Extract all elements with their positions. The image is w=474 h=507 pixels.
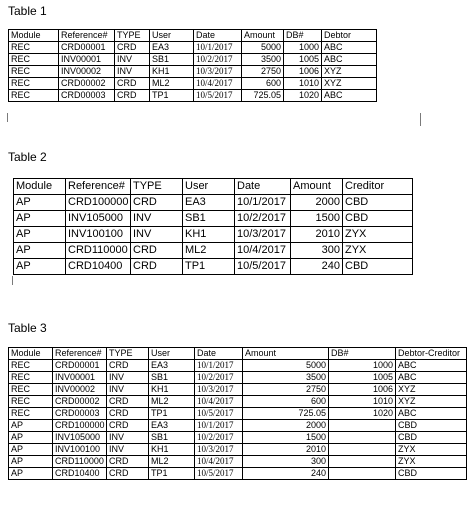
table1-cell: CRD00002 [59,78,115,90]
table1-header-cell: Debtor [322,30,377,42]
table3-row [9,408,467,420]
table3-cell: 1005 [329,372,396,384]
table2-row [14,211,413,227]
table3-cell: 3500 [243,372,329,384]
table3-cell: 1010 [329,396,396,408]
table3-cell: 2750 [243,384,329,396]
table2-cell: 1500 [291,211,343,227]
table3-cell: AP [9,432,53,444]
table3-cell: 10/5/2017 [195,468,243,480]
table2-cell: AP [14,227,66,243]
table3-cell: CRD [107,408,149,420]
table2-cell: CBD [343,211,413,227]
table3-cell: 5000 [243,360,329,372]
table3-cell: XYZ [396,384,467,396]
table3-cell: 725.05 [243,408,329,420]
table2-cell: 2010 [291,227,343,243]
table2-row [14,195,413,211]
table3-cell [329,420,396,432]
table2-row-marker-left [12,276,13,285]
table3-cell [329,444,396,456]
table1-cell: 3500 [242,54,284,66]
table1-cell: ABC [322,54,377,66]
table1-cell: 1010 [284,78,322,90]
table1-cell: 1005 [284,54,322,66]
table1-row [9,54,377,66]
table1-row-marker-right [420,113,421,126]
table3-cell: AP [9,444,53,456]
table3-cell: ABC [396,372,467,384]
table2-cell: 240 [291,259,343,275]
table2-header-cell: Module [14,179,66,195]
table1-header-cell: Reference# [59,30,115,42]
table3-header-cell: DB# [329,348,396,360]
table3-cell: INV [107,432,149,444]
table3-cell: KH1 [149,444,195,456]
table3-cell: 10/2/2017 [195,432,243,444]
table1-header-cell: Date [194,30,242,42]
table3-cell: CRD [107,360,149,372]
table3-cell: CRD10400 [53,468,107,480]
table1-title: Table 1 [8,4,47,18]
table2-cell: AP [14,243,66,259]
table1-cell: EA3 [150,42,194,54]
table3-cell: KH1 [149,384,195,396]
table3-cell: AP [9,456,53,468]
table1-header-cell: User [150,30,194,42]
table3-cell: 1000 [329,360,396,372]
table3-row [9,372,467,384]
table3-cell: CRD100000 [53,420,107,432]
table1-row [9,66,377,78]
table1-cell: SB1 [150,54,194,66]
table3-row [9,420,467,432]
table1-cell: 10/4/2017 [194,78,242,90]
table2-cell: CRD110000 [66,243,131,259]
table1-cell: 1020 [284,90,322,102]
table1-cell: REC [9,54,59,66]
table3-cell: CRD00003 [53,408,107,420]
table1-cell: ML2 [150,78,194,90]
table2-cell: 10/5/2017 [235,259,291,275]
table1-cell: 1000 [284,42,322,54]
table2-cell: INV [131,211,183,227]
table3-cell: 10/3/2017 [195,384,243,396]
table2-cell: INV100100 [66,227,131,243]
table2-header-cell: User [183,179,235,195]
table3-header-cell: Module [9,348,53,360]
table2-title: Table 2 [8,150,47,164]
table1-row-marker-left [7,113,8,122]
table3-header-cell: Reference# [53,348,107,360]
table1-row [9,90,377,102]
table1-cell: INV [115,66,150,78]
table3-cell: SB1 [149,372,195,384]
table3-cell: 10/3/2017 [195,444,243,456]
table1-cell: 10/1/2017 [194,42,242,54]
table3-row [9,384,467,396]
table1-cell: CRD [115,78,150,90]
table3-cell: 300 [243,456,329,468]
table3-cell [329,432,396,444]
table3-row [9,396,467,408]
table3-cell: REC [9,372,53,384]
table3-cell: REC [9,396,53,408]
table3-cell: 2000 [243,420,329,432]
table1-cell: INV00001 [59,54,115,66]
table1-cell: REC [9,78,59,90]
table3-cell: REC [9,408,53,420]
table3-cell: AP [9,468,53,480]
table1-cell: TP1 [150,90,194,102]
table3-cell: 10/1/2017 [195,420,243,432]
table3-cell: TP1 [149,408,195,420]
table2-cell: CRD [131,259,183,275]
table3-header-cell: Debtor-Creditor [396,348,467,360]
table2-cell: CRD100000 [66,195,131,211]
table1-cell: 5000 [242,42,284,54]
table2-cell: CBD [343,259,413,275]
table1-cell: 10/2/2017 [194,54,242,66]
table3-cell: TP1 [149,468,195,480]
table3-title: Table 3 [8,321,47,335]
table3-cell: 10/5/2017 [195,408,243,420]
table3-cell: 240 [243,468,329,480]
table1-cell: XYZ [322,78,377,90]
table2-cell: CRD [131,243,183,259]
table3-cell: CBD [396,432,467,444]
table3 [8,347,467,480]
table2-cell: INV [131,227,183,243]
table3-cell: 2010 [243,444,329,456]
table1-cell: 10/3/2017 [194,66,242,78]
table3-cell: CBD [396,420,467,432]
table2-cell: KH1 [183,227,235,243]
table3-cell: 1020 [329,408,396,420]
table3-cell: INV00002 [53,384,107,396]
table3-cell: 10/2/2017 [195,372,243,384]
table2-cell: 2000 [291,195,343,211]
table3-cell: CRD110000 [53,456,107,468]
table1-cell: CRD [115,90,150,102]
table3-header-cell: User [149,348,195,360]
table3-cell: REC [9,384,53,396]
table2-cell: 10/1/2017 [235,195,291,211]
table3-cell: 10/4/2017 [195,456,243,468]
table3-header-cell: Date [195,348,243,360]
table3-cell: CRD [107,468,149,480]
table2-cell: 10/3/2017 [235,227,291,243]
table3-cell: ABC [396,408,467,420]
table3-row [9,456,467,468]
table2-row [14,259,413,275]
table2 [13,178,413,275]
table1-cell: 725.05 [242,90,284,102]
table1-cell: 10/5/2017 [194,90,242,102]
table1-cell: 2750 [242,66,284,78]
table3-cell: 600 [243,396,329,408]
table2-cell: ML2 [183,243,235,259]
table3-cell: AP [9,420,53,432]
table2-cell: 10/4/2017 [235,243,291,259]
table1-cell: KH1 [150,66,194,78]
table2-cell: INV105000 [66,211,131,227]
table3-cell: CRD00001 [53,360,107,372]
table2-header-cell: Reference# [66,179,131,195]
table1-header-cell: DB# [284,30,322,42]
table3-row [9,432,467,444]
table2-header-cell: Date [235,179,291,195]
table1-header-cell: Module [9,30,59,42]
table1 [8,29,377,102]
table3-cell: CRD00002 [53,396,107,408]
table3-cell: INV105000 [53,432,107,444]
table1-cell: XYZ [322,66,377,78]
table3-cell: ML2 [149,456,195,468]
table3-cell: REC [9,360,53,372]
table2-header-row [14,179,413,195]
table3-cell: 10/4/2017 [195,396,243,408]
table2-row [14,243,413,259]
table1-cell: 1006 [284,66,322,78]
table3-cell: CRD [107,420,149,432]
table1-cell: ABC [322,42,377,54]
table3-cell: 10/1/2017 [195,360,243,372]
table3-header-cell: TYPE [107,348,149,360]
table1-row [9,78,377,90]
table3-cell: INV [107,444,149,456]
table2-cell: CRD [131,195,183,211]
table1-row [9,42,377,54]
table2-header-cell: Creditor [343,179,413,195]
table2-cell: 10/2/2017 [235,211,291,227]
table1-cell: INV [115,54,150,66]
table3-cell: EA3 [149,420,195,432]
table3-cell: INV00001 [53,372,107,384]
table3-cell: ZYX [396,444,467,456]
table1-cell: CRD00003 [59,90,115,102]
table3-row [9,468,467,480]
table1-cell: REC [9,42,59,54]
table1-cell: ABC [322,90,377,102]
table3-row [9,360,467,372]
table2-cell: ZYX [343,227,413,243]
table2-cell: CBD [343,195,413,211]
table2-row [14,227,413,243]
table3-cell: XYZ [396,396,467,408]
table2-cell: SB1 [183,211,235,227]
table2-cell: EA3 [183,195,235,211]
table3-header-row [9,348,467,360]
table3-cell: INV [107,372,149,384]
table3-cell [329,456,396,468]
table1-cell: REC [9,90,59,102]
table2-cell: 300 [291,243,343,259]
table3-cell: ABC [396,360,467,372]
table1-header-row [9,30,377,42]
table3-cell: EA3 [149,360,195,372]
table3-cell: ZYX [396,456,467,468]
table2-cell: TP1 [183,259,235,275]
table3-cell: 1006 [329,384,396,396]
table1-cell: 600 [242,78,284,90]
table1-header-cell: Amount [242,30,284,42]
table1-cell: CRD00001 [59,42,115,54]
table3-cell: INV100100 [53,444,107,456]
table3-cell: CBD [396,468,467,480]
table1-cell: REC [9,66,59,78]
table2-header-cell: Amount [291,179,343,195]
table1-header-cell: TYPE [115,30,150,42]
table3-cell [329,468,396,480]
table3-row [9,444,467,456]
table2-cell: AP [14,195,66,211]
table2-header-cell: TYPE [131,179,183,195]
table3-cell: ML2 [149,396,195,408]
table1-cell: CRD [115,42,150,54]
table3-header-cell: Amount [243,348,329,360]
table1-cell: INV00002 [59,66,115,78]
table2-cell: ZYX [343,243,413,259]
table2-cell: AP [14,211,66,227]
table2-cell: CRD10400 [66,259,131,275]
table3-cell: CRD [107,396,149,408]
table3-cell: INV [107,384,149,396]
table3-cell: SB1 [149,432,195,444]
table3-cell: 1500 [243,432,329,444]
table3-cell: CRD [107,456,149,468]
table2-cell: AP [14,259,66,275]
